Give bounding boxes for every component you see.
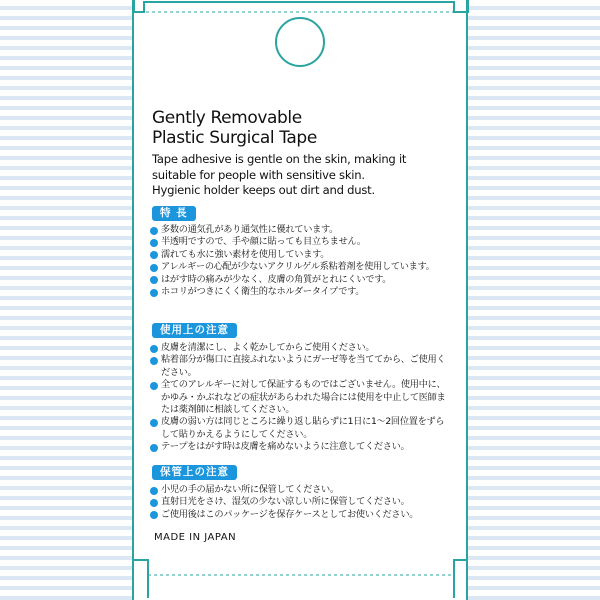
bullet-icon [150, 239, 158, 247]
description-line-3: Hygienic holder keeps out dirt and dust. [152, 183, 375, 197]
description-line-1: Tape adhesive is gentle on the skin, making it [152, 152, 407, 166]
bullet-icon [150, 382, 158, 390]
usage-precautions-list [150, 342, 450, 454]
bullet-icon [150, 419, 158, 427]
list-item: 皮膚を清潔にし、よく乾かしてからご使用ください。 [150, 342, 450, 354]
product-title-line-1: Gently Removable [152, 108, 302, 128]
bullet-icon [150, 289, 158, 297]
bullet-icon [150, 499, 158, 507]
left-stripe-background [0, 0, 132, 600]
product-title [152, 108, 317, 148]
made-in-label: MADE IN JAPAN [154, 532, 237, 543]
list-item: テープをはがす時は皮膚を痛めないように注意してください。 [150, 441, 450, 453]
list-item: 濡れても水に強い素材を使用しています。 [150, 249, 450, 261]
bullet-icon [150, 444, 158, 452]
list-item: ホコリがつきにくく衛生的なホルダータイプです。 [150, 286, 450, 298]
usage-precautions-header: 使用上の注意 [152, 323, 237, 338]
bullet-icon [150, 264, 158, 272]
list-item: 多数の通気孔があり通気性に優れています。 [150, 224, 450, 236]
list-item: 直射日光をさけ、湿気の少ない涼しい所に保管してください。 [150, 496, 450, 508]
hang-hole [275, 17, 325, 67]
list-item: アレルギーの心配が少ないアクリルゲル系粘着剤を使用しています。 [150, 261, 450, 273]
list-item: 小児の手の届かない所に保管してください。 [150, 484, 450, 496]
list-item: 半透明ですので、手や顔に貼っても目立ちません。 [150, 236, 450, 248]
storage-precautions-header: 保管上の注意 [152, 465, 237, 480]
product-description [152, 152, 464, 199]
features-list [150, 224, 450, 298]
package-back-panel [132, 0, 468, 600]
list-item: はがす時の痛みが少なく、皮膚の角質がとれにくいです。 [150, 274, 450, 286]
description-line-2: suitable for people with sensitive skin. [152, 167, 365, 182]
bullet-icon [150, 357, 158, 365]
storage-precautions-list [150, 484, 450, 521]
right-stripe-background [468, 0, 600, 600]
bullet-icon [150, 251, 158, 259]
list-item: ご使用後はこのパッケージを保存ケースとしてお使いください。 [150, 509, 450, 521]
features-header: 特 長 [152, 206, 196, 221]
bullet-icon [150, 276, 158, 284]
product-title-line-2: Plastic Surgical Tape [152, 128, 317, 148]
list-item: 皮膚の弱い方は同じところに繰り返し貼らずに1日に1〜2回位置をずらして貼りかえるようにしてください。 [150, 416, 450, 441]
bullet-icon [150, 511, 158, 519]
bullet-icon [150, 227, 158, 235]
bullet-icon [150, 487, 158, 495]
list-item: 全てのアレルギーに対して保証するものではございません。使用中に、かゆみ・かぶれなどの症状があらわれた場合には使用を中止して医師または薬剤師に相談してください。 [150, 379, 450, 416]
bullet-icon [150, 345, 158, 353]
list-item: 粘着部分が傷口に直接ふれないようにガーゼ等を当ててから、ご使用ください。 [150, 354, 450, 379]
